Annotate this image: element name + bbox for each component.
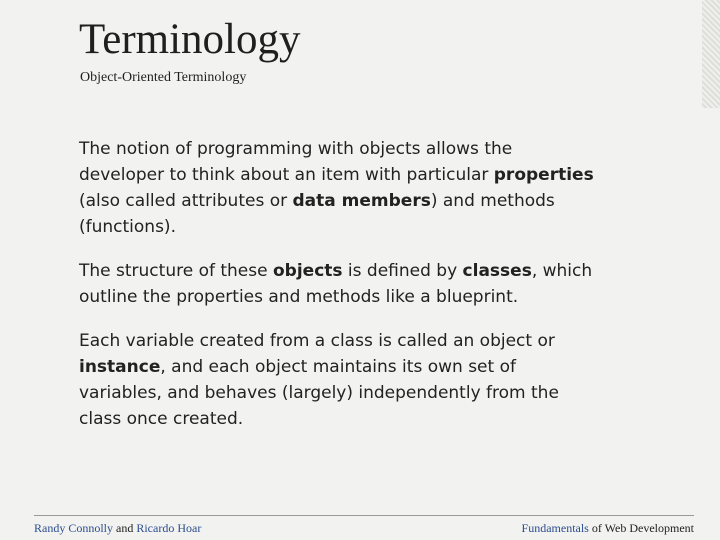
paragraph-2 bbox=[79, 258, 599, 310]
term-data-members: data members bbox=[292, 191, 431, 211]
slide-title: Terminology bbox=[79, 16, 301, 63]
author-link-connolly[interactable]: Randy Connolly bbox=[34, 521, 114, 535]
footer-divider bbox=[34, 515, 694, 516]
book-link-fundamentals[interactable]: Fundamentals bbox=[521, 521, 589, 535]
text-run: Each variable created from a class is called an object or bbox=[79, 331, 555, 351]
slide-subtitle: Object-Oriented Terminology bbox=[80, 70, 247, 85]
slide-body bbox=[79, 136, 599, 450]
term-instance: instance bbox=[79, 357, 161, 377]
footer-of-text: of bbox=[591, 521, 602, 535]
footer-authors bbox=[34, 520, 201, 536]
text-run: The structure of these bbox=[79, 261, 273, 281]
author-link-hoar[interactable]: Ricardo Hoar bbox=[136, 521, 202, 535]
text-run: is defined by bbox=[342, 261, 463, 281]
term-properties: properties bbox=[493, 165, 594, 185]
term-classes: classes bbox=[462, 261, 532, 281]
footer-book-title bbox=[522, 520, 694, 536]
text-run: , which outline the properties and methods like a blueprint. bbox=[79, 261, 593, 307]
term-objects: objects bbox=[272, 261, 343, 281]
text-run: (also called attributes or bbox=[79, 191, 293, 211]
decorative-corner-pattern bbox=[702, 0, 720, 108]
paragraph-1 bbox=[79, 136, 599, 240]
text-run: ) and methods (functions). bbox=[79, 191, 555, 237]
text-run: , and each object maintains its own set of variables, and behaves (largely) independently from the class once created. bbox=[79, 357, 559, 429]
text-run: The notion of programming with objects allows the developer to think about an item with particular bbox=[79, 139, 513, 185]
footer-and-text: and bbox=[116, 521, 134, 535]
paragraph-3 bbox=[79, 328, 599, 432]
footer-web-development: Web Development bbox=[604, 521, 694, 535]
